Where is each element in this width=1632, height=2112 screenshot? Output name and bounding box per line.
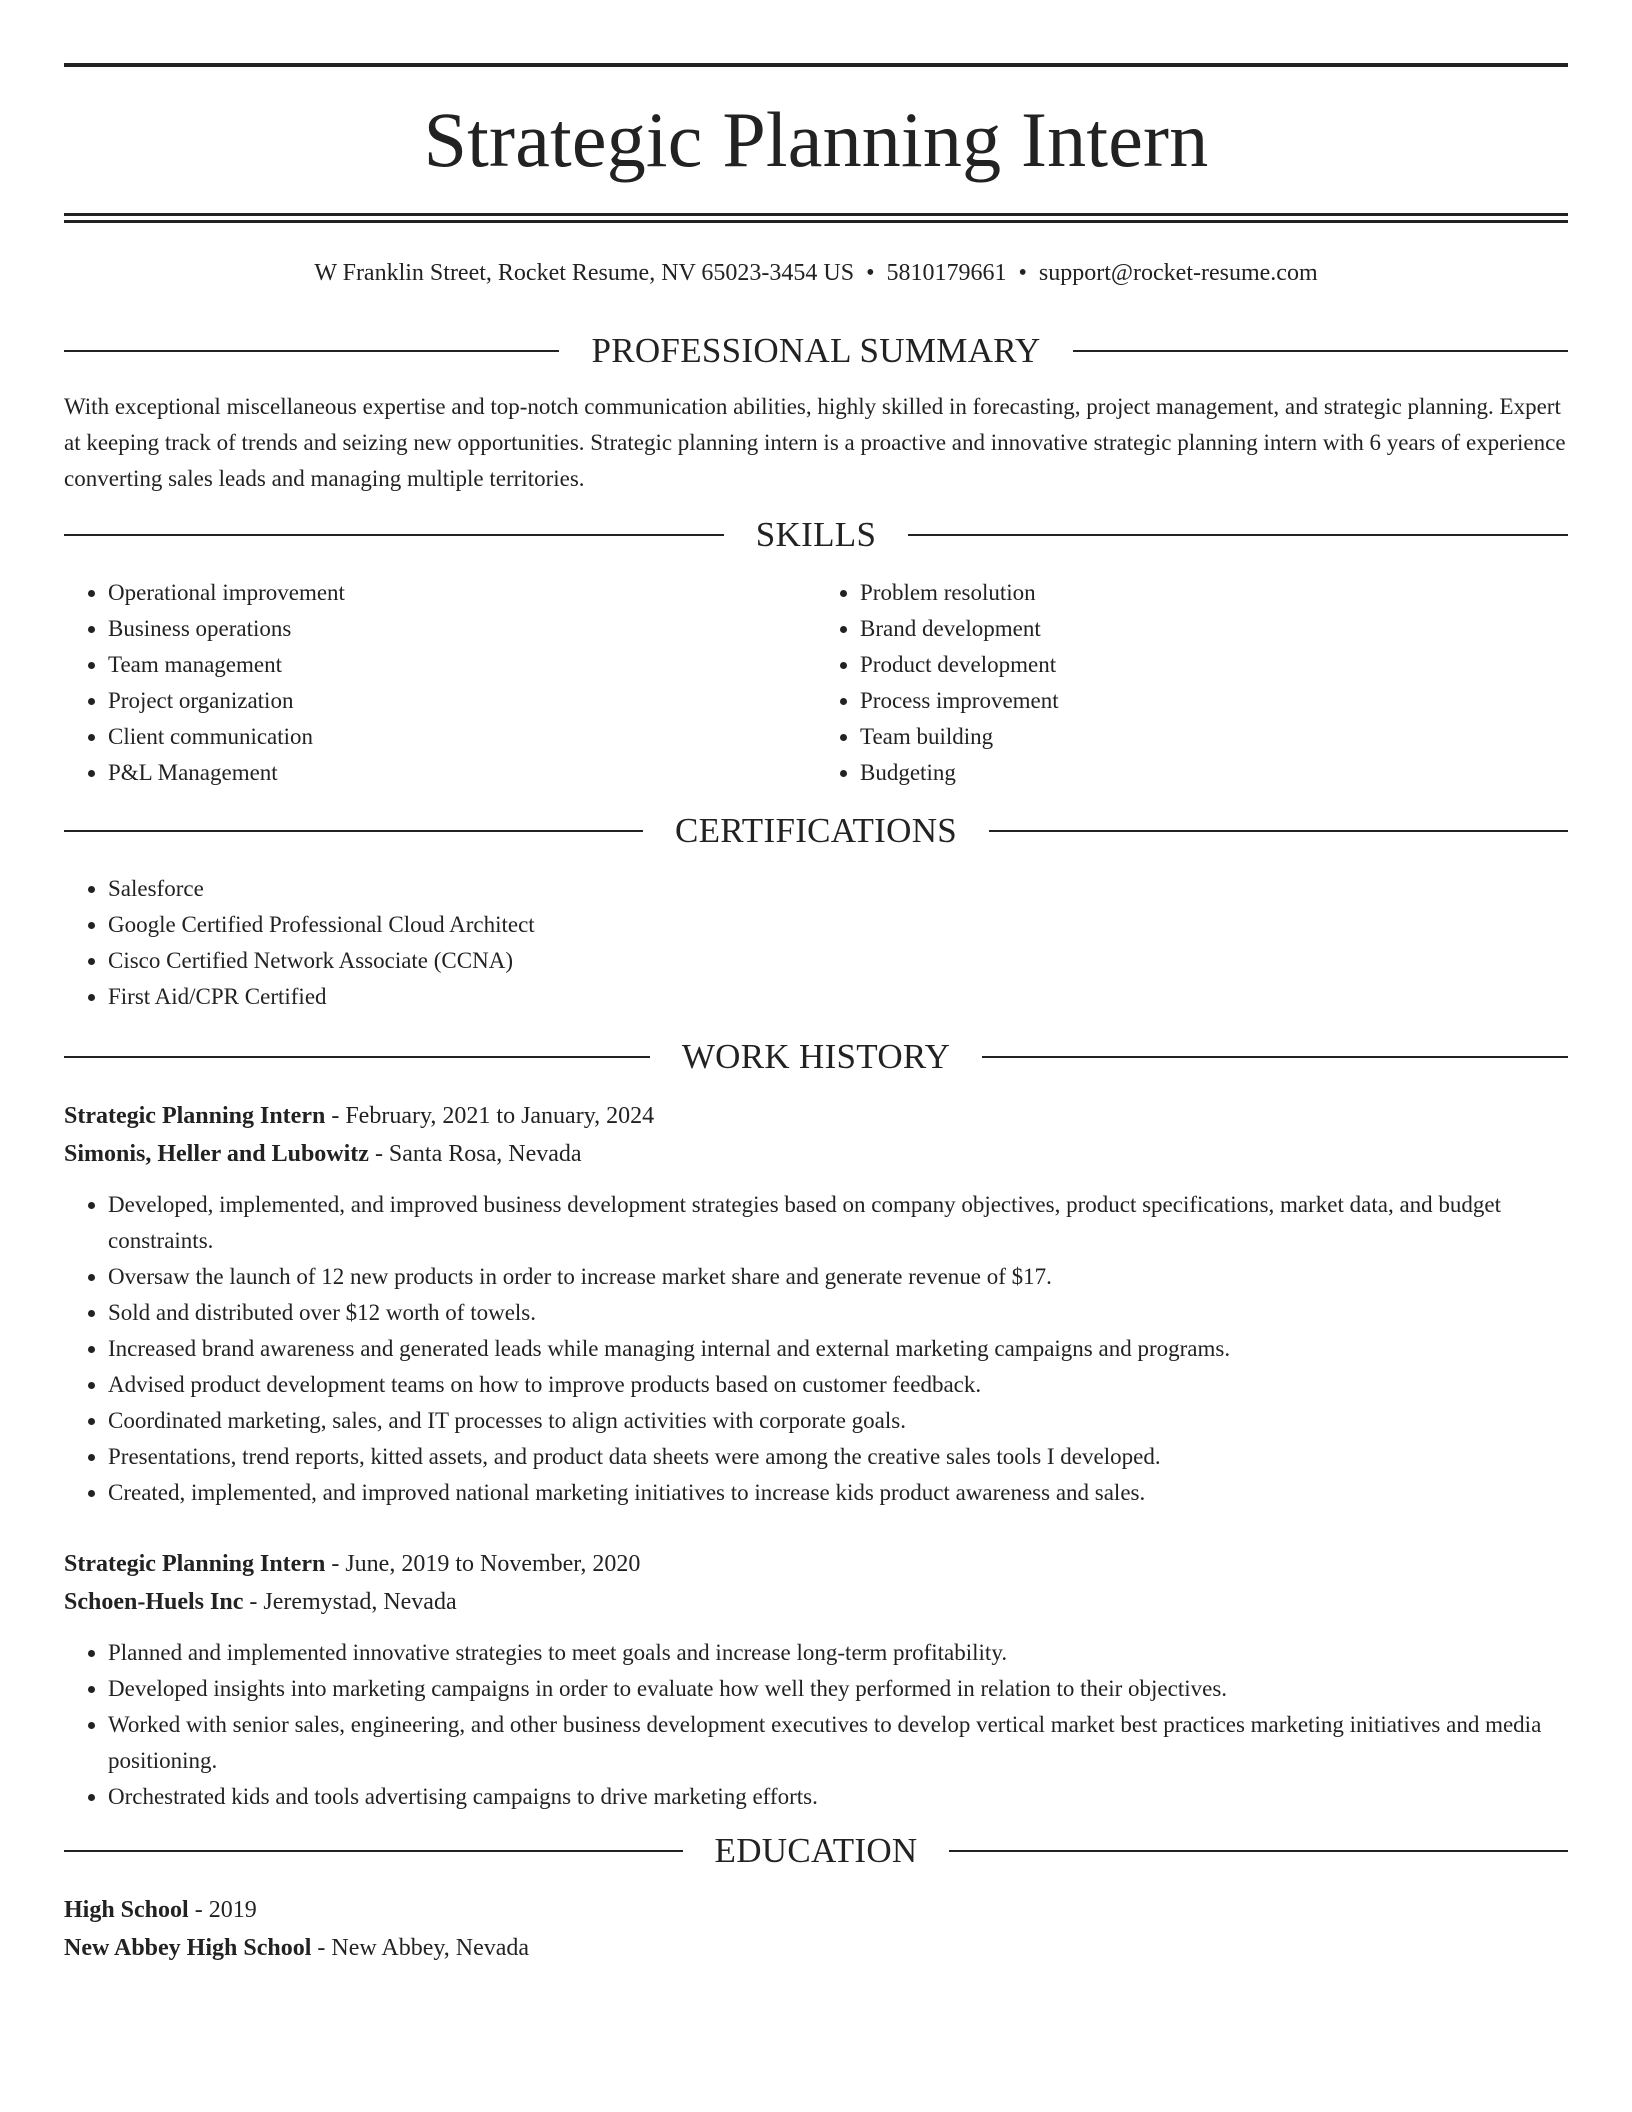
skill-item: • Product development — [860, 647, 1568, 683]
job-bullet: • Orchestrated kids and tools advertising campaigns to drive marketing efforts. — [108, 1779, 1568, 1815]
education-entry — [64, 1891, 1568, 1967]
skill-item: • Operational improvement — [108, 575, 816, 611]
job-role: Strategic Planning Intern — [64, 1551, 326, 1577]
job-bullet: • Planned and implemented innovative strategies to meet goals and increase long-term profitability. — [108, 1635, 1568, 1671]
job-bullet: • Presentations, trend reports, kitted assets, and product data sheets were among the creative sales tools I developed. — [108, 1439, 1568, 1475]
certifications-title: CERTIFICATIONS — [674, 811, 958, 850]
summary-heading — [64, 331, 1568, 371]
skills-right-list — [816, 575, 1568, 791]
job-dates: - February, 2021 to January, 2024 — [325, 1103, 655, 1129]
job-bullet: • Created, implemented, and improved national marketing initiatives to increase kids product awareness and sales. — [108, 1475, 1568, 1511]
work-heading — [64, 1037, 1568, 1077]
divider-line — [64, 534, 724, 536]
certification-item: • First Aid/CPR Certified — [108, 979, 1568, 1015]
divider-line — [64, 830, 643, 832]
job-role: Strategic Planning Intern — [64, 1103, 326, 1129]
skills-left-list — [64, 575, 816, 791]
job-role-line — [64, 1097, 1568, 1135]
job-location: - Santa Rosa, Nevada — [368, 1141, 582, 1167]
divider-line — [949, 1850, 1568, 1852]
certifications-list — [64, 871, 1568, 1015]
job-location: - Jeremystad, Nevada — [243, 1589, 457, 1615]
job-bullet: • Worked with senior sales, engineering, and other business development executives to develop vertical market best practices marketing initiatives and media positioning. — [108, 1707, 1568, 1779]
education-heading — [64, 1831, 1568, 1871]
divider-line — [1073, 350, 1568, 352]
contact-email: support@rocket-resume.com — [1038, 260, 1318, 286]
contact-phone: 5810179661 — [886, 260, 1007, 286]
education-title: EDUCATION — [714, 1831, 918, 1870]
divider-line — [64, 350, 559, 352]
job-role-line — [64, 1545, 1568, 1583]
job-entry — [64, 1545, 1568, 1815]
contact-separator: • — [1018, 260, 1027, 286]
job-dates: - June, 2019 to November, 2020 — [325, 1551, 641, 1577]
skill-item: • Business operations — [108, 611, 816, 647]
divider-line — [64, 1850, 683, 1852]
top-rule — [64, 63, 1568, 67]
skills-title: SKILLS — [755, 515, 877, 554]
divider-line — [64, 1056, 650, 1058]
skill-item: • Client communication — [108, 719, 816, 755]
skill-item: • Process improvement — [860, 683, 1568, 719]
contact-address: W Franklin Street, Rocket Resume, NV 65023-3454 US — [314, 260, 855, 286]
work-title: WORK HISTORY — [681, 1037, 951, 1076]
job-company: Schoen-Huels Inc — [64, 1589, 244, 1615]
title-double-rule — [64, 213, 1568, 223]
skill-item: • P&L Management — [108, 755, 816, 791]
skills-heading — [64, 515, 1568, 555]
job-entry — [64, 1097, 1568, 1511]
job-bullet: • Sold and distributed over $12 worth of towels. — [108, 1295, 1568, 1331]
job-bullet: • Coordinated marketing, sales, and IT processes to align activities with corporate goals. — [108, 1403, 1568, 1439]
education-school-line — [64, 1929, 1568, 1967]
skill-item: • Problem resolution — [860, 575, 1568, 611]
divider-line — [982, 1056, 1568, 1058]
education-degree-line — [64, 1891, 1568, 1929]
job-company-line — [64, 1135, 1568, 1173]
job-bullet: • Developed, implemented, and improved business development strategies based on company objectives, product specifications, market data, and budget constraints. — [108, 1187, 1568, 1259]
job-bullets — [64, 1635, 1568, 1815]
resume-title: Strategic Planning Intern — [423, 96, 1209, 183]
certification-item: • Salesforce — [108, 871, 1568, 907]
job-bullets — [64, 1187, 1568, 1511]
skill-item: • Brand development — [860, 611, 1568, 647]
education-location: - New Abbey, Nevada — [311, 1935, 530, 1961]
divider-line — [989, 830, 1568, 832]
job-bullet: • Increased brand awareness and generated leads while managing internal and external marketing campaigns and programs. — [108, 1331, 1568, 1367]
education-school: New Abbey High School — [64, 1935, 312, 1961]
certification-item: • Cisco Certified Network Associate (CCNA) — [108, 943, 1568, 979]
skill-item: • Budgeting — [860, 755, 1568, 791]
skill-item: • Team building — [860, 719, 1568, 755]
job-company-line — [64, 1583, 1568, 1621]
skills-grid — [64, 575, 1568, 791]
job-company: Simonis, Heller and Lubowitz — [64, 1141, 369, 1167]
contact-separator: • — [866, 260, 875, 286]
education-year: - 2019 — [188, 1897, 257, 1923]
skill-item: • Team management — [108, 647, 816, 683]
certification-item: • Google Certified Professional Cloud Architect — [108, 907, 1568, 943]
summary-title: PROFESSIONAL SUMMARY — [591, 331, 1041, 370]
contact-line — [64, 259, 1568, 287]
certifications-heading — [64, 811, 1568, 851]
job-bullet: • Developed insights into marketing campaigns in order to evaluate how well they performed in relation to their objectives. — [108, 1671, 1568, 1707]
divider-line — [908, 534, 1568, 536]
job-bullet: • Oversaw the launch of 12 new products in order to increase market share and generate revenue of $17. — [108, 1259, 1568, 1295]
summary-text: With exceptional miscellaneous expertise and top-notch communication abilities, highly skilled in forecasting, project management, and strategic planning. Expert at keeping track of trends and seizing new opportunities. Strategic planning intern is a proactive and innovative strategic planning intern with 6 years of experience converting sales leads and managing multiple territories. — [64, 394, 1566, 491]
skill-item: • Project organization — [108, 683, 816, 719]
education-degree: High School — [64, 1897, 189, 1923]
job-bullet: • Advised product development teams on how to improve products based on customer feedback. — [108, 1367, 1568, 1403]
